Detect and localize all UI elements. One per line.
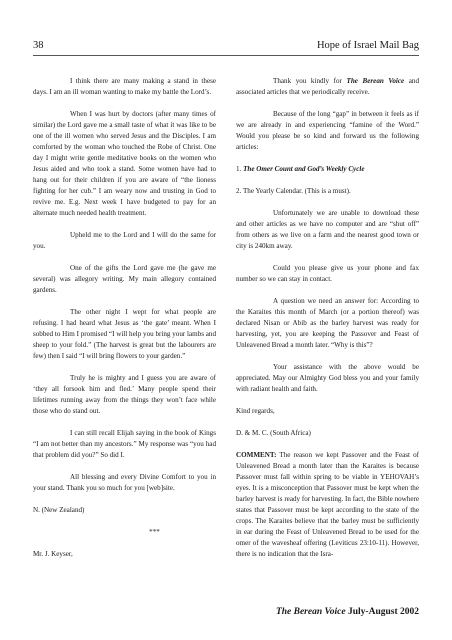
letter-signature: D. & M. C. (South Africa)	[236, 429, 311, 437]
paragraph: I can still recall Elijah saying in the book of Kings “I am not better than my ancestors.” My response was “you had that problem did you?” So did I.	[33, 429, 216, 459]
letter-closing: Kind regards,	[236, 407, 275, 415]
paragraph: Your assistance with the above would be appreciated. May our Almighty God bless you and your family with radiant health and faith.	[236, 363, 419, 393]
paragraph: Could you please give us your phone and fax number so we can stay in contact.	[236, 264, 419, 283]
letter-salutation: Mr. J. Keyser,	[33, 550, 73, 558]
paragraph: All blessing and every Divine Comfort to you in your stand. Thank you so much for you [web]site.	[33, 473, 216, 492]
paragraph: A question we need an answer for: According to the Karaites this month of March (or a portion thereof) was declared Nisan or Abib as the barley harvest was ready for harvesting, yet, you are keeping the Passover and Feast of Unleavened Bread a month later. “Why is this”?	[236, 297, 419, 349]
paragraph: Thank you kindly for The Berean Voice and associated articles that we periodically receive.	[236, 77, 419, 96]
paragraph: Because of the long “gap” in between it feels as if we are already in and experiencing “famine of the Word.” Would you please be so kind and forward us the following articles:	[236, 110, 419, 151]
article-request-1: 1. The Omer Count and God’s Weekly Cycle	[236, 165, 365, 173]
footer-issue: July-August 2002	[345, 607, 419, 617]
paragraph: Unfortunately we are unable to download these and other articles as we have no computer and are “shut off” from others as we live on a farm and the nearest good town or city is 240km away.	[236, 209, 419, 250]
page-number: 38	[33, 40, 44, 51]
section-separator: ***	[149, 528, 160, 536]
paragraph: When I was hurt by doctors (after many times of similar) the Lord gave me a small taste of what it was like to be one of the ill women who served Jesus and the Disciples. I am comforted by the woman who touched the Robe of Christ. One day I might write gentle meditative books on the women who Jesus aided and who took a stand. Some women have had to hang out for their children if you are aware of “the lioness fighting for her cub.” I am weary now and trusting in God to revive me. E.g. Next week I have budgeted to pay for an alternate much needed health treatment.	[33, 110, 216, 217]
left-column	[33, 76, 216, 560]
running-header-title: Hope of Israel Mail Bag	[316, 40, 419, 51]
header-rule	[33, 55, 419, 56]
page-footer	[276, 607, 419, 617]
paragraph: I think there are many making a stand in these days. I am an ill woman wanting to make my battle the Lord’s.	[33, 77, 216, 96]
letter-signature: N. (New Zealand)	[33, 506, 85, 514]
article-request-2: 2. The Yearly Calendar. (This is a must).	[236, 187, 351, 195]
publication-title: The Berean Voice	[346, 77, 405, 85]
paragraph: The other night I wept for what people are refusing. I had heard what Jesus as ‘the gate’ meant. When I sobbed to Him I promised “I will help you bring your lambs and sheep to your fold.” (The harvest is great but the labourers are few) then I said “I will bring flowers to your garden.”	[33, 308, 216, 360]
paragraph: Truly he is mighty and I guess you are aware of ‘they all forsook him and fled.’ Many people spend their lifetimes running away from the things they won’t face while those who do stand out.	[33, 374, 216, 415]
comment-label: COMMENT:	[236, 451, 277, 459]
footer-publication: The Berean Voice	[275, 607, 346, 617]
right-column	[236, 76, 419, 560]
comment-paragraph: COMMENT: The reason we kept Passover and the Feast of Unleavened Bread a month later than the Karaites is because Passover must fall within spring to be viable in YEHOVAH’s eyes. It is a misconception that Passover must be kept when the barley harvest is ready for harvesting. In fact, the Bible nowhere states that Passover must be kept according to the state of the crops. The Karaites believe that the barley must be sufficiently in ear during the Feast of Unleavened Bread to be used for the omer of the wavesheaf offering (Leviticus 23:10-11). However, there is no indication that the Isra-	[236, 451, 419, 558]
paragraph: One of the gifts the Lord gave me (he gave me several) was allegory writing. My main allegory contained gardens.	[33, 264, 216, 294]
paragraph: Upheld me to the Lord and I will do the same for you.	[33, 231, 216, 250]
